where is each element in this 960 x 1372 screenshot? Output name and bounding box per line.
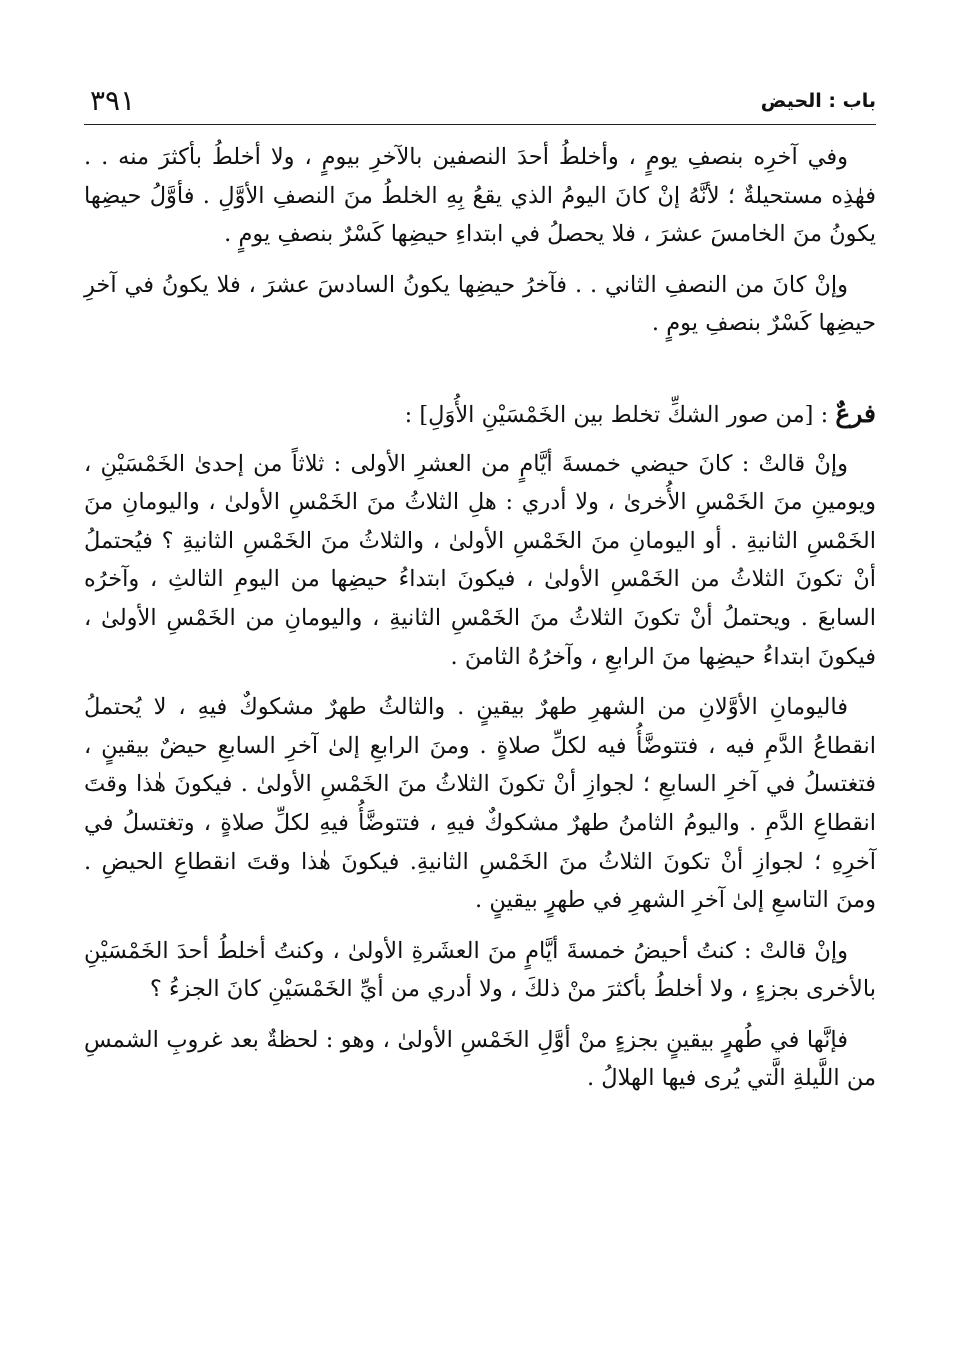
section-gap bbox=[84, 355, 876, 395]
running-head: باب : الحيض bbox=[760, 90, 876, 112]
page-header bbox=[84, 80, 876, 125]
paragraph: وإنْ قالتْ : كنتُ أحيضُ خمسةَ أيَّامٍ منَ العشَرةِ الأولىٰ ، وكنتُ أخلطُ أحدَ الخَمْسَيْنِ بالأخرى بجزءٍ ، ولا أخلطُ بأكثرَ منْ ذلكَ ، ولا أدري من أيِّ الخَمْسَيْنِ كانَ الجزءُ ؟ bbox=[84, 937, 876, 1003]
paragraph: وفي آخرِه بنصفِ يومٍ ، وأخلطُ أحدَ النصفين بالآخرِ بيومٍ ، ولا أخلطُ بأكثرَ منه . . فهٰذِه مستحيلةٌ ؛ لأنَّهُ إنْ كانَ اليومُ الذي يقعُ بِهِ الخلطُ منَ النصفِ الأوَّلِ . فأوَّلُ حيضِها يكونُ منَ الخامسَ عشرَ ، فلا يحصلُ في ابتداءِ حيضِها كَسْرٌ بنصفِ يومٍ . bbox=[84, 144, 876, 248]
paragraph: فإنَّها في طُهرٍ بيقينٍ بجزءٍ منْ أوَّلِ الخَمْسِ الأولىٰ ، وهو : لحظةٌ بعد غروبِ الشمسِ من اللَّيلةِ الَّتي يُرى فيها الهلالُ . bbox=[84, 1026, 876, 1092]
fara-label: فرعٌ bbox=[835, 398, 876, 428]
body-text bbox=[84, 138, 876, 1110]
paragraph: فاليومانِ الأوَّلانِ من الشهرِ طهرٌ بيقينٍ . والثالثُ طهرٌ مشكوكٌ فيهِ ، لا يُحتملُ انقطاعُ الدَّمِ فيه ، فتتوضَّأُ فيه لكلِّ صلاةٍ . ومنَ الرابعِ إلىٰ آخرِ السابعِ حيضٌ بيقينٍ ، فتغتسلُ في آخرِ السابعِ ؛ لجوازِ أنْ تكونَ الثلاثُ منَ الخَمْسِ الأولىٰ . فيكونَ هٰذا وقتَ انقطاعِ الدَّمِ . واليومُ الثامنُ طهرٌ مشكوكٌ فيهِ ، فتتوضَّأُ فيهِ لكلِّ صلاةٍ ، وتغتسلُ في آخرِهِ ؛ لجوازِ أنْ تكونَ الثلاثُ منَ الخَمْسِ الثانيةِ. فيكونَ هٰذا وقتَ انقطاعِ الحيضِ . ومنَ التاسعِ إلىٰ آخرِ الشهرِ في طهرٍ بيقينٍ . bbox=[84, 694, 876, 914]
page-number: ٣٩١ bbox=[90, 84, 136, 117]
paragraph: وإنْ كانَ من النصفِ الثاني . . فآخرُ حيضِها يكونُ السادسَ عشرَ ، فلا يكونُ في آخرِ حيضِها كَسْرٌ بنصفِ يومٍ . bbox=[84, 271, 876, 337]
paragraph: وإنْ قالتْ : كانَ حيضي خمسةَ أيَّامٍ من العشرِ الأولى : ثلاثاً من إحدىٰ الخَمْسَيْنِ ، ويومينِ منَ الخَمْسِ الأُخرىٰ ، ولا أدري : هلِ الثلاثُ منَ الخَمْسِ الأولىٰ ، واليومانِ منَ الخَمْسِ الثانيةِ . أو اليومانِ منَ الخَمْسِ الأولىٰ ، والثلاثُ منَ الخَمْسِ الثانيةِ ؟ فيُحتملُ أنْ تكونَ الثلاثُ من الخَمْسِ الأولىٰ ، فيكونَ ابتداءُ حيضِها من اليومِ الثالثِ ، وآخرُه السابعَ . ويحتملُ أنْ تكونَ الثلاثُ منَ الخَمْسِ الثانيةِ ، واليومانِ من الخَمْسِ الأولىٰ ، فيكونَ ابتداءُ حيضِها منَ الرابعِ ، وآخرُهُ الثامنَ . bbox=[84, 450, 876, 670]
fara-title: : [من صور الشكِّ تخلط بين الخَمْسَيْنِ الأُوَلِ] : bbox=[404, 401, 836, 428]
section-heading bbox=[84, 395, 876, 435]
